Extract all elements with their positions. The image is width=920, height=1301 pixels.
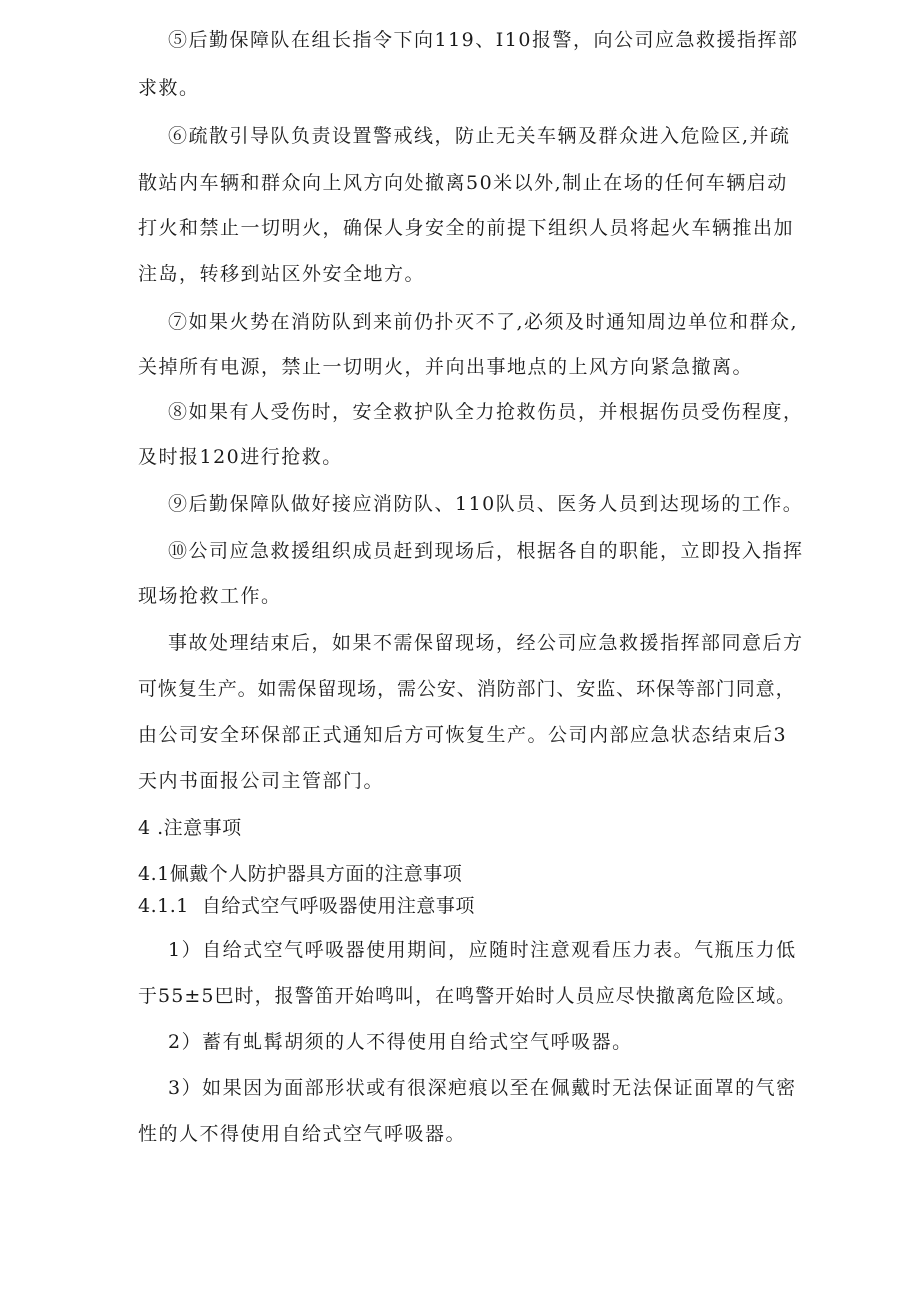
- item-7-line-2: 关掉所有电源，禁止一切明火，并向出事地点的上风方向紧急撤离。: [138, 356, 754, 378]
- item-8-line-1: ⑧如果有人受伤时，安全救护队全力抢救伤员，并根据伤员受伤程度，: [168, 401, 804, 423]
- note-1-line-1: 1）自给式空气呼吸器使用期间，应随时注意观看压力表。气瓶压力低: [168, 939, 797, 961]
- item-10-line-1: ⑩公司应急救援组织成员赶到现场后，根据各自的职能，立即投入指挥: [168, 540, 804, 562]
- closing-line-2: 可恢复生产。如需保留现场，需公安、消防部门、安监、环保等部门同意，: [138, 678, 796, 700]
- item-5-line-2: 求救。: [138, 77, 200, 99]
- section-4-title: 4 .注意事项: [138, 817, 242, 839]
- item-6-line-3: 打火和禁止一切明火，确保人身安全的前提下组织人员将起火车辆推出加: [138, 217, 795, 239]
- item-10-line-2: 现场抢救工作。: [138, 585, 282, 607]
- closing-line-3: 由公司安全环保部正式通知后方可恢复生产。公司内部应急状态结束后3: [138, 724, 788, 746]
- item-8-line-2: 及时报120进行抢救。: [138, 446, 343, 468]
- item-6-line-1: ⑥疏散引导队负责设置警戒线，防止无关车辆及群众进入危险区,并疏: [168, 125, 791, 147]
- item-5-line-1: ⑤后勤保障队在组长指令下向119、I10报警，向公司应急救援指挥部: [168, 29, 799, 51]
- item-6-line-2: 散站内车辆和群众向上风方向处撤离50米以外,制止在场的任何车辆启动: [138, 172, 788, 194]
- section-4-1-title: 4.1佩戴个人防护器具方面的注意事项: [138, 863, 463, 885]
- note-3-line-2: 性的人不得使用自给式空气呼吸器。: [138, 1123, 467, 1145]
- note-1-line-2: 于55±5巴时，报警笛开始鸣叫，在鸣警开始时人员应尽快撤离危险区域。: [138, 985, 797, 1007]
- closing-line-1: 事故处理结束后，如果不需保留现场，经公司应急救援指挥部同意后方: [168, 632, 804, 654]
- section-4-1-1-title: 4.1.1 自给式空气呼吸器使用注意事项: [138, 895, 475, 917]
- note-2-line-1: 2）蓄有虬髯胡须的人不得使用自给式空气呼吸器。: [168, 1031, 633, 1053]
- item-9-line-1: ⑨后勤保障队做好接应消防队、110队员、医务人员到达现场的工作。: [168, 493, 804, 515]
- closing-line-4: 天内书面报公司主管部门。: [138, 770, 385, 792]
- item-7-line-1: ⑦如果火势在消防队到来前仍扑灭不了,必须及时通知周边单位和群众,: [168, 311, 799, 333]
- item-6-line-4: 注岛，转移到站区外安全地方。: [138, 263, 426, 285]
- note-3-line-1: 3）如果因为面部形状或有很深疤痕以至在佩戴时无法保证面罩的气密: [168, 1077, 797, 1099]
